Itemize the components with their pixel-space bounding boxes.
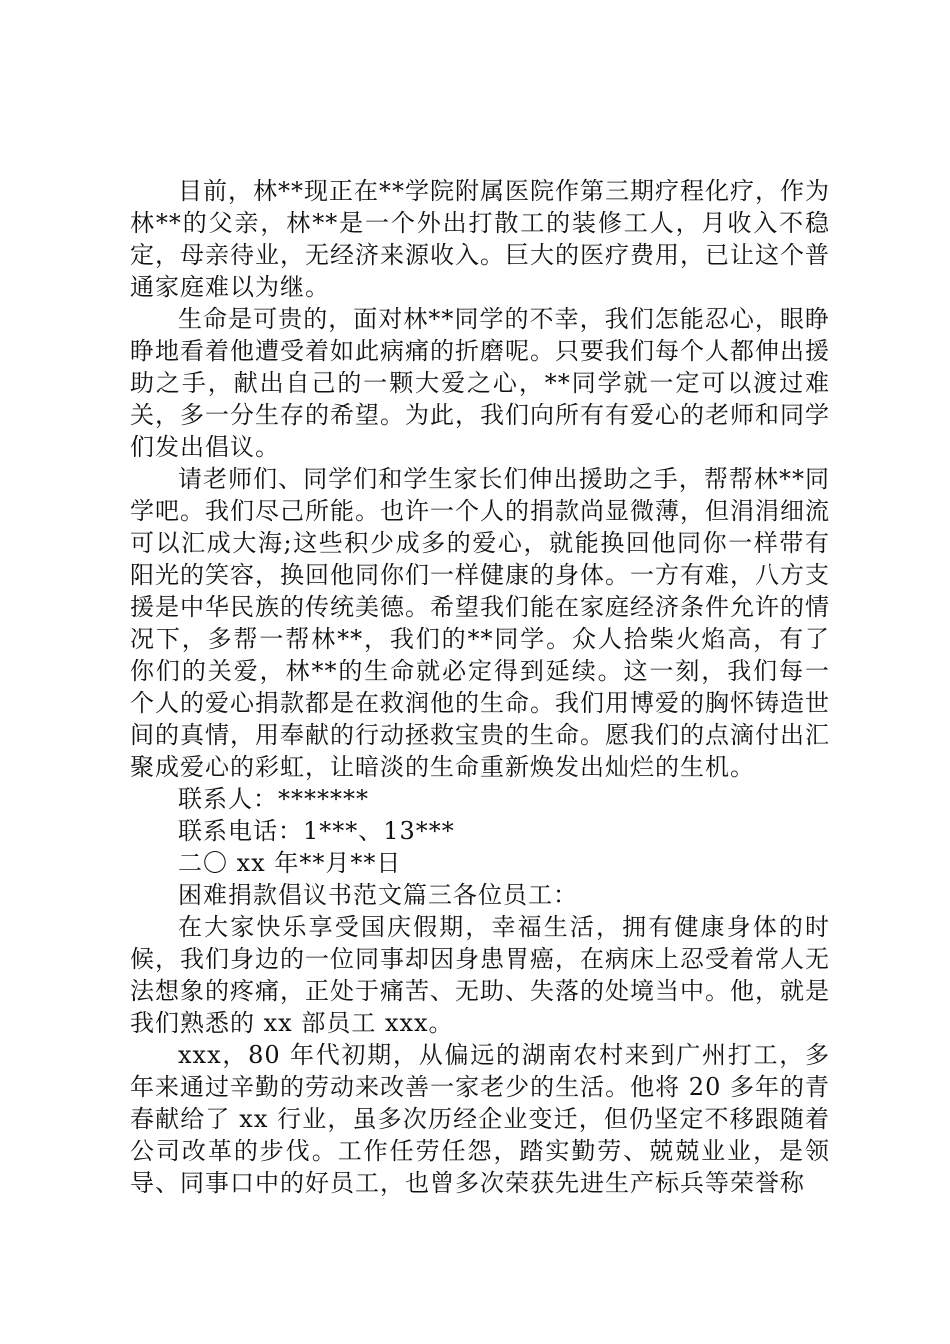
contact-person: 联系人：******* bbox=[178, 785, 369, 813]
document-body bbox=[130, 175, 830, 1199]
paragraph-5: xxx，80 年代初期，从偏远的湖南农村来到广州打工，多年来通过辛勤的劳动来改善一家老少的生活。他将 20 多年的青春献给了 xx 行业，虽多次历经企业变迁，但仍坚定不移跟随着公司改革的步伐。工作任劳任怨，踏实勤劳、兢兢业业，是领导、同事口中的好员工，也曾多次荣获先进生产标兵等荣誉称 bbox=[130, 1041, 830, 1197]
date-line: 二〇 xx 年**月**日 bbox=[178, 849, 402, 877]
section-heading: 困难捐款倡议书范文篇三各位员工： bbox=[178, 881, 578, 909]
paragraph-1: 目前，林**现正在**学院附属医院作第三期疗程化疗，作为林**的父亲，林**是一个外出打散工的装修工人，月收入不稳定，母亲待业，无经济来源收入。巨大的医疗费用，已让这个普通家庭难以为继。 bbox=[130, 177, 830, 301]
contact-phone: 联系电话：1***、13*** bbox=[178, 817, 455, 845]
paragraph-4: 在大家快乐享受国庆假期，幸福生活，拥有健康身体的时候，我们身边的一位同事却因身患胃癌，在病床上忍受着常人无法想象的疼痛，正处于痛苦、无助、失落的处境当中。他，就是我们熟悉的 xx 部员工 xxx。 bbox=[130, 913, 830, 1037]
paragraph-3: 请老师们、同学们和学生家长们伸出援助之手，帮帮林**同学吧。我们尽己所能。也许一个人的捐款尚显微薄，但涓涓细流可以汇成大海;这些积少成多的爱心，就能换回他同你一样带有阳光的笑容，换回他同你们一样健康的身体。一方有难，八方支援是中华民族的传统美德。希望我们能在家庭经济条件允许的情况下，多帮一帮林**，我们的**同学。众人拾柴火焰高，有了你们的关爱，林**的生命就必定得到延续。这一刻，我们每一个人的爱心捐款都是在救润他的生命。我们用博爱的胸怀铸造世间的真情，用奉献的行动拯救宝贵的生命。愿我们的点滴付出汇聚成爱心的彩虹，让暗淡的生命重新焕发出灿烂的生机。 bbox=[130, 465, 830, 781]
paragraph-2: 生命是可贵的，面对林**同学的不幸，我们怎能忍心，眼睁睁地看着他遭受着如此病痛的折磨呢。只要我们每个人都伸出援助之手，献出自己的一颗大爱之心，**同学就一定可以渡过难关，多一分生存的希望。为此，我们向所有有爱心的老师和同学们发出倡议。 bbox=[130, 305, 830, 461]
